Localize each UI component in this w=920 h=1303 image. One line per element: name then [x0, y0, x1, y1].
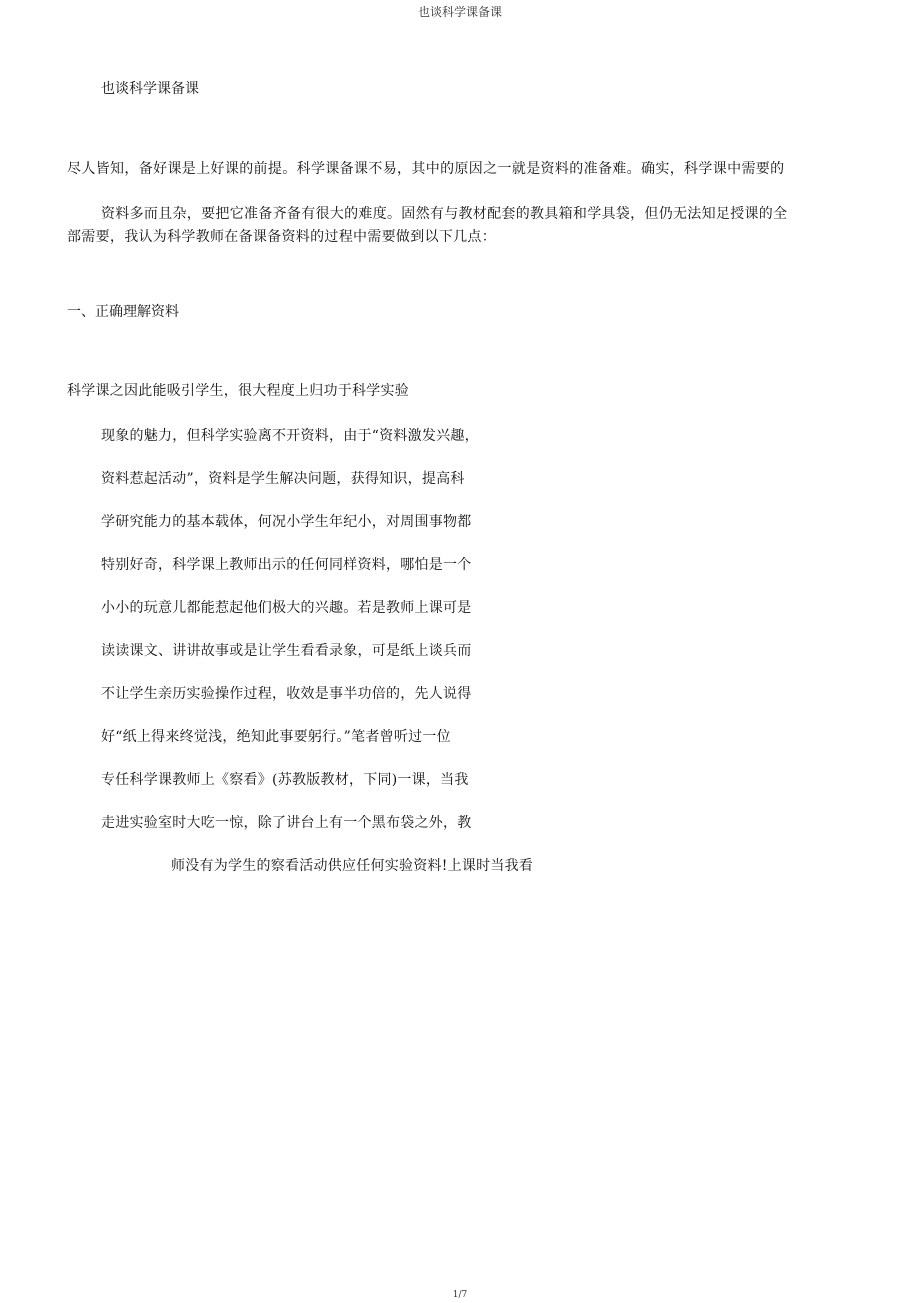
page-number: 1/7: [452, 1290, 468, 1300]
section-line: 资料惹起活动”，资料是学生解决问题，获得知识，提高科: [101, 471, 465, 487]
section-line: 走进实验室时大吃一惊，除了讲台上有一个黑布袋之外，教: [101, 815, 472, 831]
intro-line-1: 尽人皆知，备好课是上好课的前提。科学课备课不易，其中的原因之一就是资料的准备难。确实，科学课中需要的: [67, 161, 785, 177]
section-line: 小小的玩意儿都能惹起他们极大的兴趣。若是教师上课可是: [101, 600, 472, 616]
section-line: 特别好奇，科学课上教师出示的任何同样资料，哪怕是一个: [101, 557, 472, 573]
section-line: 科学课之因此能吸引学生，很大程度上归功于科学实验: [67, 383, 409, 399]
intro-line-3: 部需要，我认为科学教师在备课备资料的过程中需要做到以下几点：: [67, 229, 496, 245]
section-line: 师没有为学生的察看活动供应任何实验资料!上课时当我看: [171, 858, 534, 874]
running-header: 也谈科学课备课: [417, 5, 502, 19]
section-line: 现象的魅力，但科学实验离不开资料，由于“资料激发兴趣，: [101, 428, 479, 444]
intro-line-2: 资料多而且杂，要把它准备齐备有很大的难度。固然有与教材配套的教具箱和学具袋，但仍无法知足授课的全: [101, 206, 788, 222]
section-line: 好“纸上得来终觉浅，绝知此事要躬行。”笔者曾听过一位: [101, 729, 451, 745]
section-line: 读读课文、讲讲故事或是让学生看看录象，可是纸上谈兵而: [101, 643, 472, 659]
document-title: 也谈科学课备课: [101, 81, 199, 97]
section-line: 不让学生亲历实验操作过程，收效是事半功倍的，先人说得: [101, 686, 472, 702]
section-line: 学研究能力的基本载体，何况小学生年纪小，对周围事物都: [101, 514, 472, 530]
section-line: 专任科学课教师上《察看》(苏教版教材，下同)一课，当我: [101, 772, 469, 788]
section-heading: 一、正确理解资料: [67, 304, 179, 320]
